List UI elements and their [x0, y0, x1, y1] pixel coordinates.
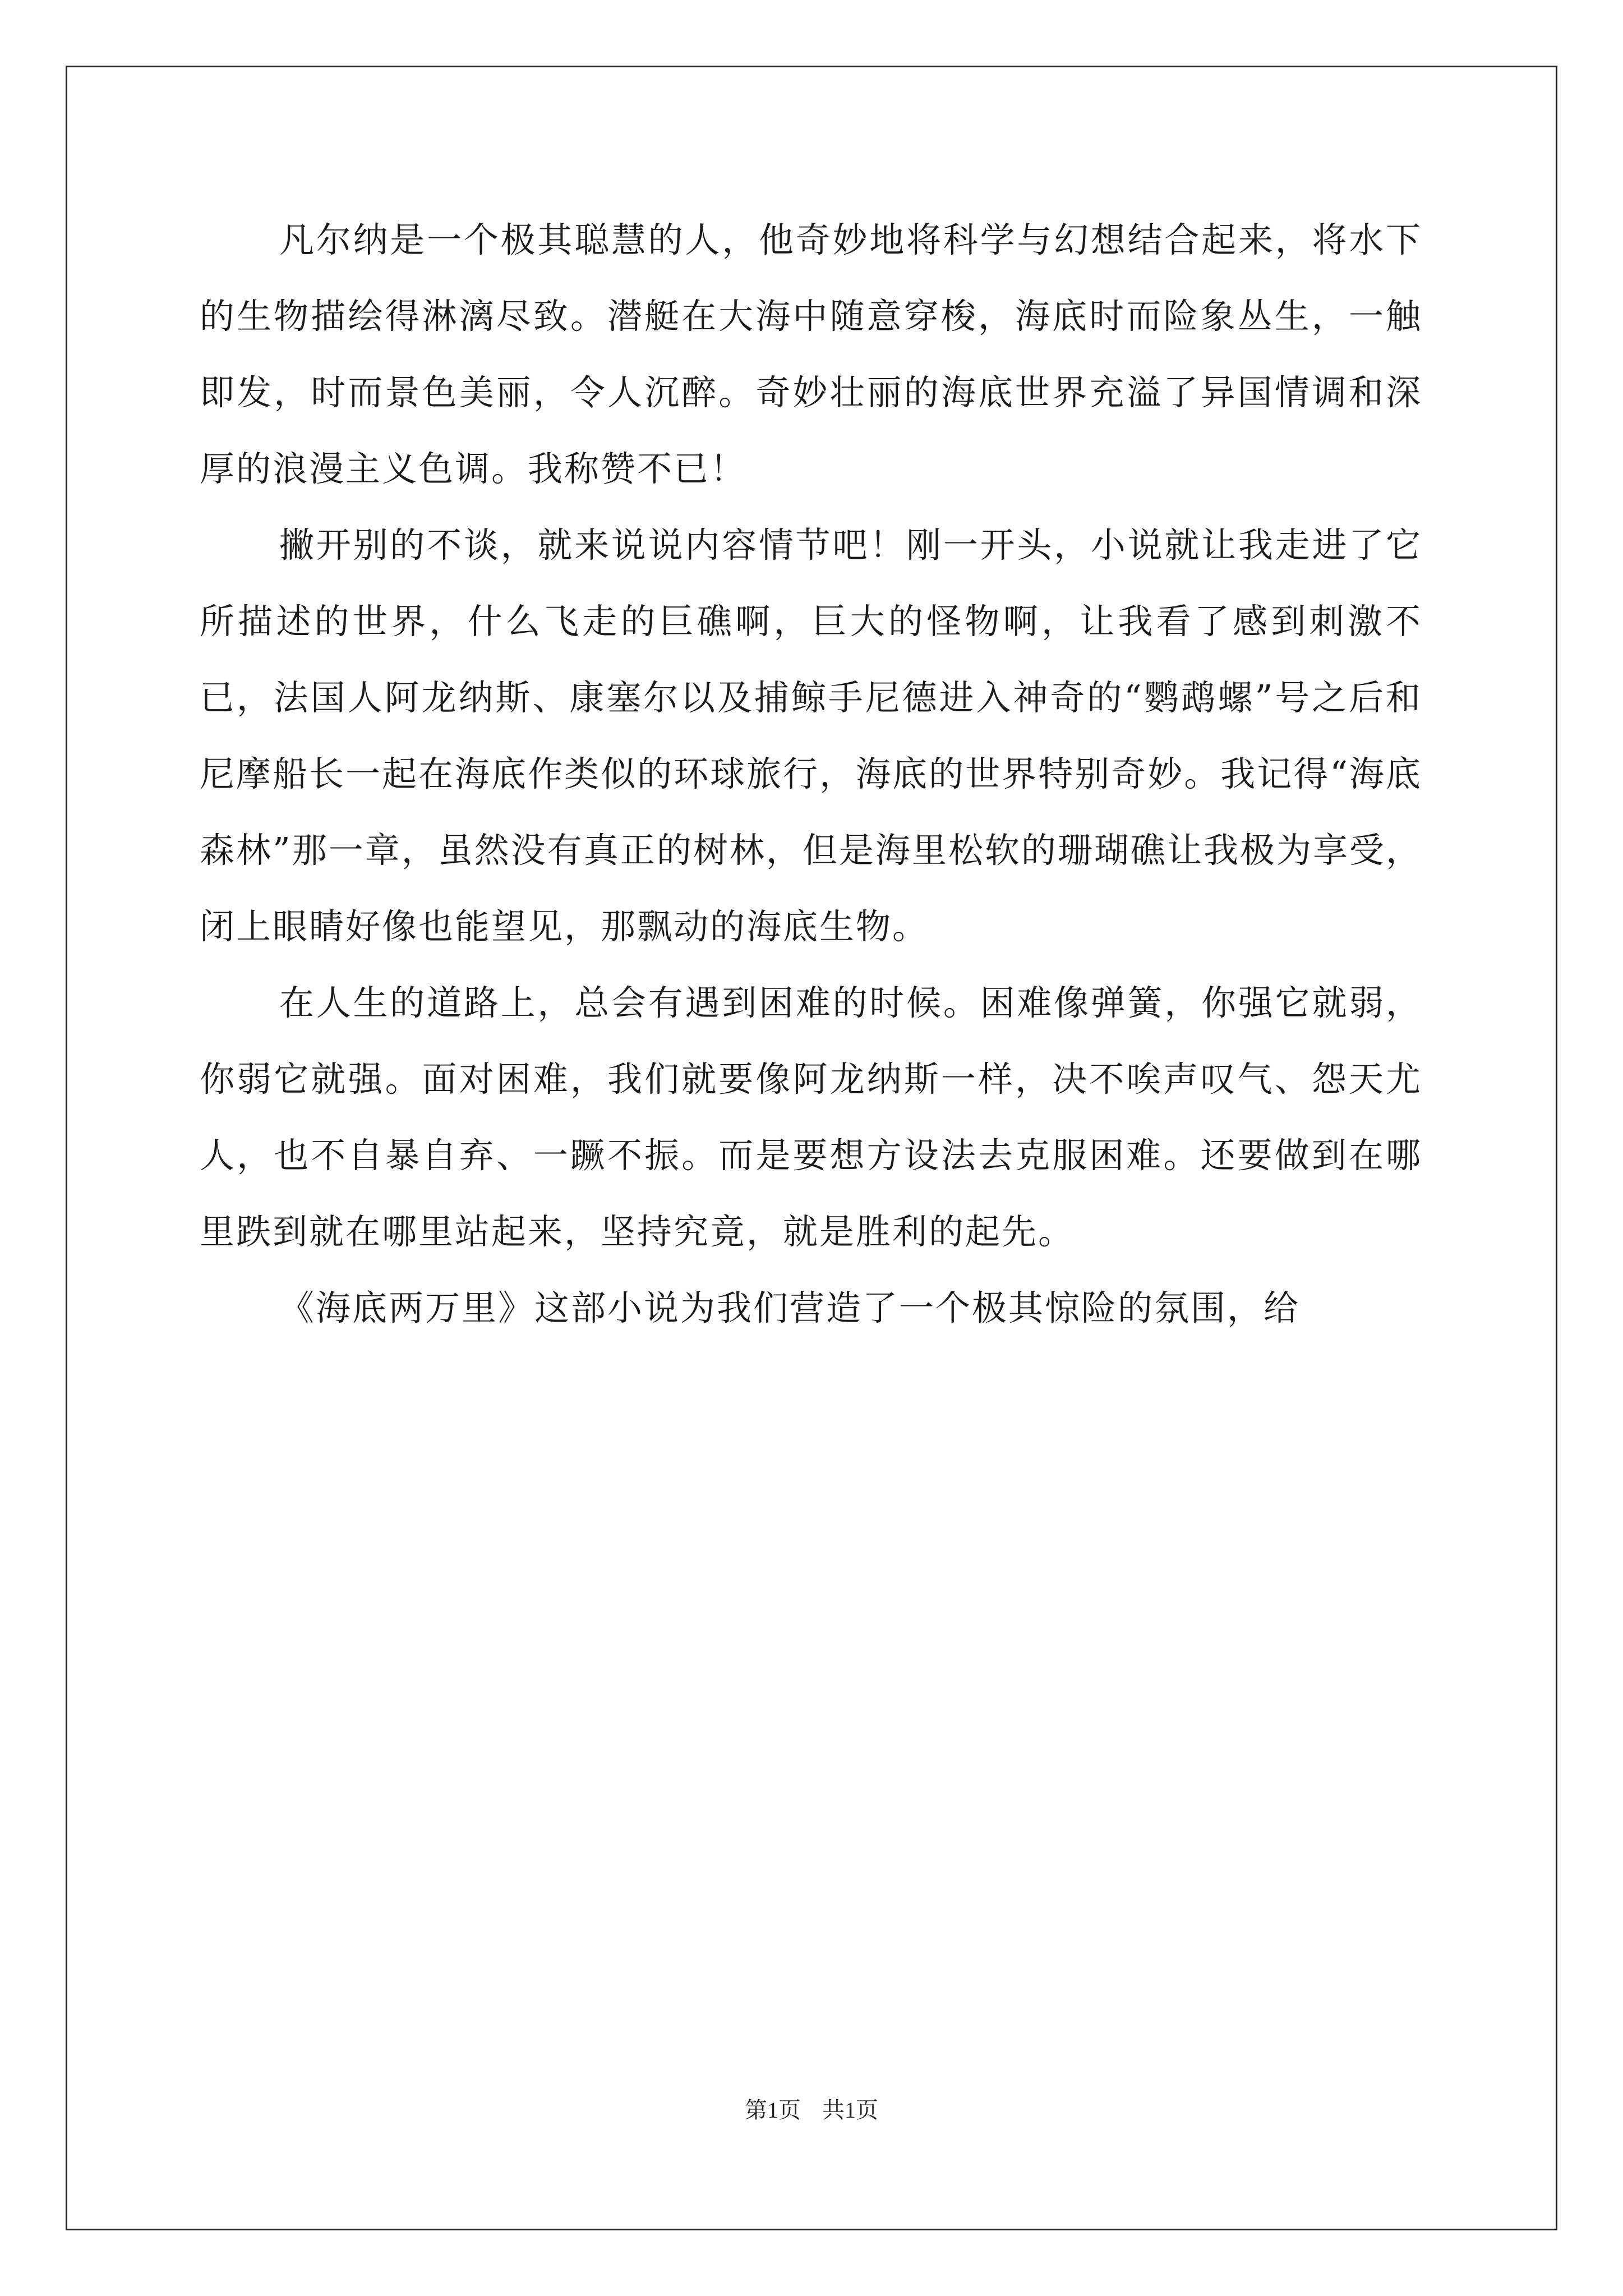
paragraph-2: 撇开别的不谈，就来说说内容情节吧！刚一开头，小说就让我走进了它所描述的世界，什么飞走的巨礁啊，巨大的怪物啊，让我看了感到刺激不已，法国人阿龙纳斯、康塞尔以及捕鲸手尼德进入神奇的“鹦鹉螺”号之后和尼摩船长一起在海底作类似的环球旅行，海底的世界特别奇妙。我记得“海底森林”那一章，虽然没有真正的树林，但是海里松软的珊瑚礁让我极为享受，闭上眼睛好像也能望见，那飘动的海底生物。 [200, 524, 1422, 947]
total-pages-label: 共1页 [822, 2097, 878, 2123]
current-page-label: 第1页 [745, 2097, 801, 2123]
page-footer [0, 2092, 1623, 2124]
paragraph-3: 在人生的道路上，总会有遇到困难的时候。困难像弹簧，你强它就弱，你弱它就强。面对困难，我们就要像阿龙纳斯一样，决不唉声叹气、怨天尤人，也不自暴自弃、一蹶不振。而是要想方设法去克服困难。还要做到在哪里跌到就在哪里站起来，坚持究竟，就是胜利的起先。 [200, 982, 1422, 1252]
document-body [200, 202, 1422, 1346]
paragraph-1: 凡尔纳是一个极其聪慧的人，他奇妙地将科学与幻想结合起来，将水下的生物描绘得淋漓尽致。潜艇在大海中随意穿梭，海底时而险象丛生，一触即发，时而景色美丽，令人沉醉。奇妙壮丽的海底世界充溢了异国情调和深厚的浪漫主义色调。我称赞不已！ [200, 219, 1422, 489]
paragraph-4: 《海底两万里》这部小说为我们营造了一个极其惊险的氛围，给 [279, 1287, 1301, 1328]
